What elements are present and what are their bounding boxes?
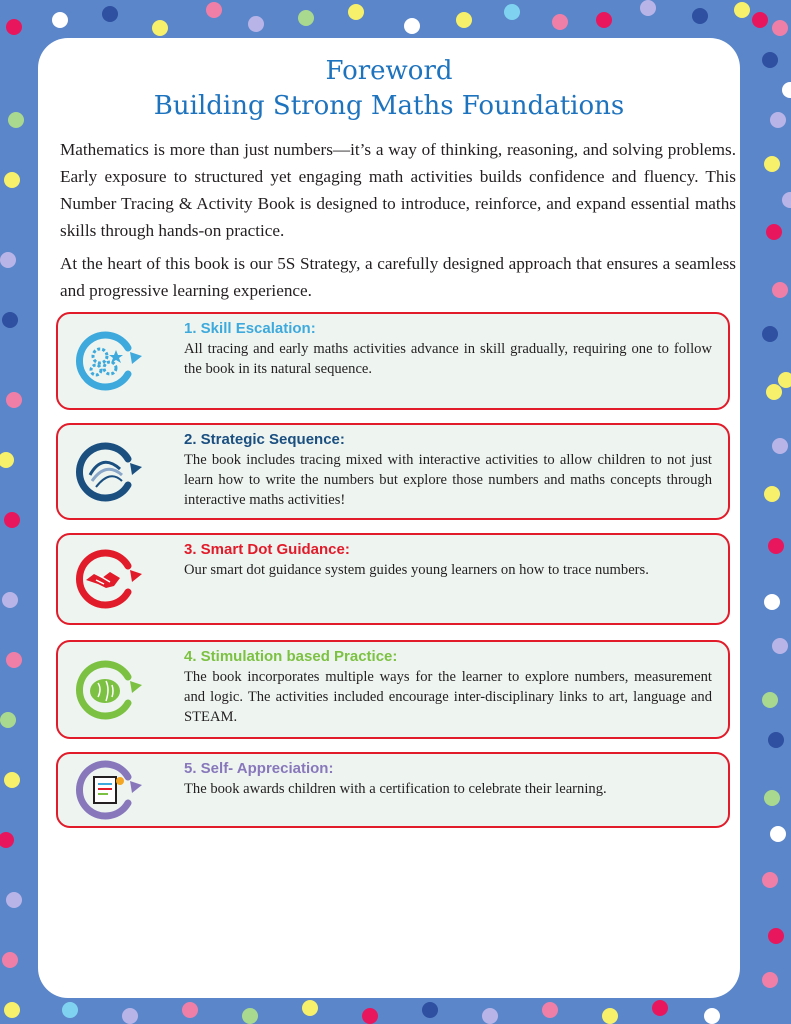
polka-dot	[362, 1008, 378, 1024]
strategy-self-appreciation	[56, 752, 730, 828]
strategy-strategic-sequence	[56, 423, 730, 520]
polka-dot	[692, 8, 708, 24]
polka-dot	[782, 192, 791, 208]
polka-dot	[62, 1002, 78, 1018]
certificate-icon	[70, 757, 150, 823]
polka-dot	[302, 1000, 318, 1016]
polka-dot	[4, 172, 20, 188]
polka-dot	[766, 224, 782, 240]
strategy-description: The book awards children with a certification to celebrate their learning.	[184, 781, 607, 797]
polka-dot	[2, 952, 18, 968]
polka-dot	[206, 2, 222, 18]
strategy-smart-dot-guidance	[56, 533, 730, 625]
polka-dot	[772, 638, 788, 654]
handshake-icon	[70, 546, 150, 612]
polka-dot	[0, 712, 16, 728]
polka-dot	[348, 4, 364, 20]
title-subtitle: Building Strong Maths Foundations	[153, 91, 625, 121]
polka-dot	[768, 928, 784, 944]
polka-dot	[772, 20, 788, 36]
strategy-description: All tracing and early maths activities advance in skill gradually, requiring one to follow the book in its natural sequence.	[184, 341, 712, 377]
polka-dot	[704, 1008, 720, 1024]
strategy-title: 5. Self- Appreciation:	[184, 760, 334, 777]
polka-dot	[4, 772, 20, 788]
polka-dot	[248, 16, 264, 32]
polka-dot	[762, 52, 778, 68]
polka-dot	[6, 19, 22, 35]
intro-paragraph-1: Mathematics is more than just numbers—it’s a way of thinking, reasoning, and solving problems. Early exposure to structured yet engaging math activities builds confidence and fluency. This Number Tracing & Activity Book is designed to introduce, reinforce, and expand essential maths skills through hands-on practice.	[60, 140, 736, 240]
polka-dot	[182, 1002, 198, 1018]
polka-dot	[764, 156, 780, 172]
polka-dot	[6, 392, 22, 408]
strategy-description: The book includes tracing mixed with interactive activities to allow children to not just learn how to write the numbers but explore those numbers and maths concepts through interactive maths activities!	[184, 452, 712, 508]
polka-dot	[734, 2, 750, 18]
title-foreword: Foreword	[325, 56, 453, 86]
polka-dot	[752, 12, 768, 28]
swirl-icon	[70, 439, 150, 505]
polka-dot	[764, 486, 780, 502]
polka-dot	[2, 592, 18, 608]
polka-dot	[404, 18, 420, 34]
polka-dot	[6, 652, 22, 668]
polka-dot	[542, 1002, 558, 1018]
polka-dot	[768, 732, 784, 748]
strategy-title: 4. Stimulation based Practice:	[184, 648, 398, 665]
polka-dot	[102, 6, 118, 22]
polka-dot	[764, 790, 780, 806]
polka-dot	[6, 892, 22, 908]
polka-dot	[778, 372, 791, 388]
polka-dot	[0, 452, 14, 468]
polka-dot	[762, 872, 778, 888]
polka-dot	[8, 112, 24, 128]
foreword-card	[38, 38, 740, 998]
polka-dot	[762, 692, 778, 708]
polka-dot	[4, 1002, 20, 1018]
polka-dot	[596, 12, 612, 28]
intro-text	[60, 136, 736, 310]
polka-dot	[768, 538, 784, 554]
polka-dot	[504, 4, 520, 20]
intro-paragraph-2: At the heart of this book is our 5S Strategy, a carefully designed approach that ensures a seamless and progressive learning experience.	[60, 254, 736, 300]
strategy-description: The book incorporates multiple ways for the learner to explore numbers, measurement and logic. The activities included encourage inter-disciplinary links to art, language and STEAM.	[184, 669, 712, 725]
polka-dot	[770, 112, 786, 128]
brain-icon	[70, 657, 150, 723]
polka-dot	[762, 326, 778, 342]
gears-icon	[70, 328, 150, 394]
polka-dot	[152, 20, 168, 36]
polka-dot	[0, 832, 14, 848]
strategy-stimulation-practice	[56, 640, 730, 739]
polka-dot	[482, 1008, 498, 1024]
polka-dot	[762, 972, 778, 988]
polka-dot	[782, 82, 791, 98]
polka-dot	[772, 282, 788, 298]
polka-dot	[552, 14, 568, 30]
polka-dot	[602, 1008, 618, 1024]
strategy-title: 3. Smart Dot Guidance:	[184, 541, 350, 558]
polka-dot	[652, 1000, 668, 1016]
polka-dot	[52, 12, 68, 28]
strategy-skill-escalation	[56, 312, 730, 410]
page-title	[38, 54, 740, 124]
polka-dot	[4, 512, 20, 528]
polka-dot	[764, 594, 780, 610]
polka-dot	[640, 0, 656, 16]
polka-dot	[298, 10, 314, 26]
strategy-title: 1. Skill Escalation:	[184, 320, 316, 337]
strategy-description: Our smart dot guidance system guides young learners on how to trace numbers.	[184, 562, 649, 578]
strategy-title: 2. Strategic Sequence:	[184, 431, 345, 448]
polka-dot	[766, 384, 782, 400]
polka-dot	[2, 312, 18, 328]
polka-dot	[772, 438, 788, 454]
polka-dot	[422, 1002, 438, 1018]
polka-dot	[456, 12, 472, 28]
polka-dot	[0, 252, 16, 268]
polka-dot	[122, 1008, 138, 1024]
polka-dot	[242, 1008, 258, 1024]
polka-dot	[770, 826, 786, 842]
